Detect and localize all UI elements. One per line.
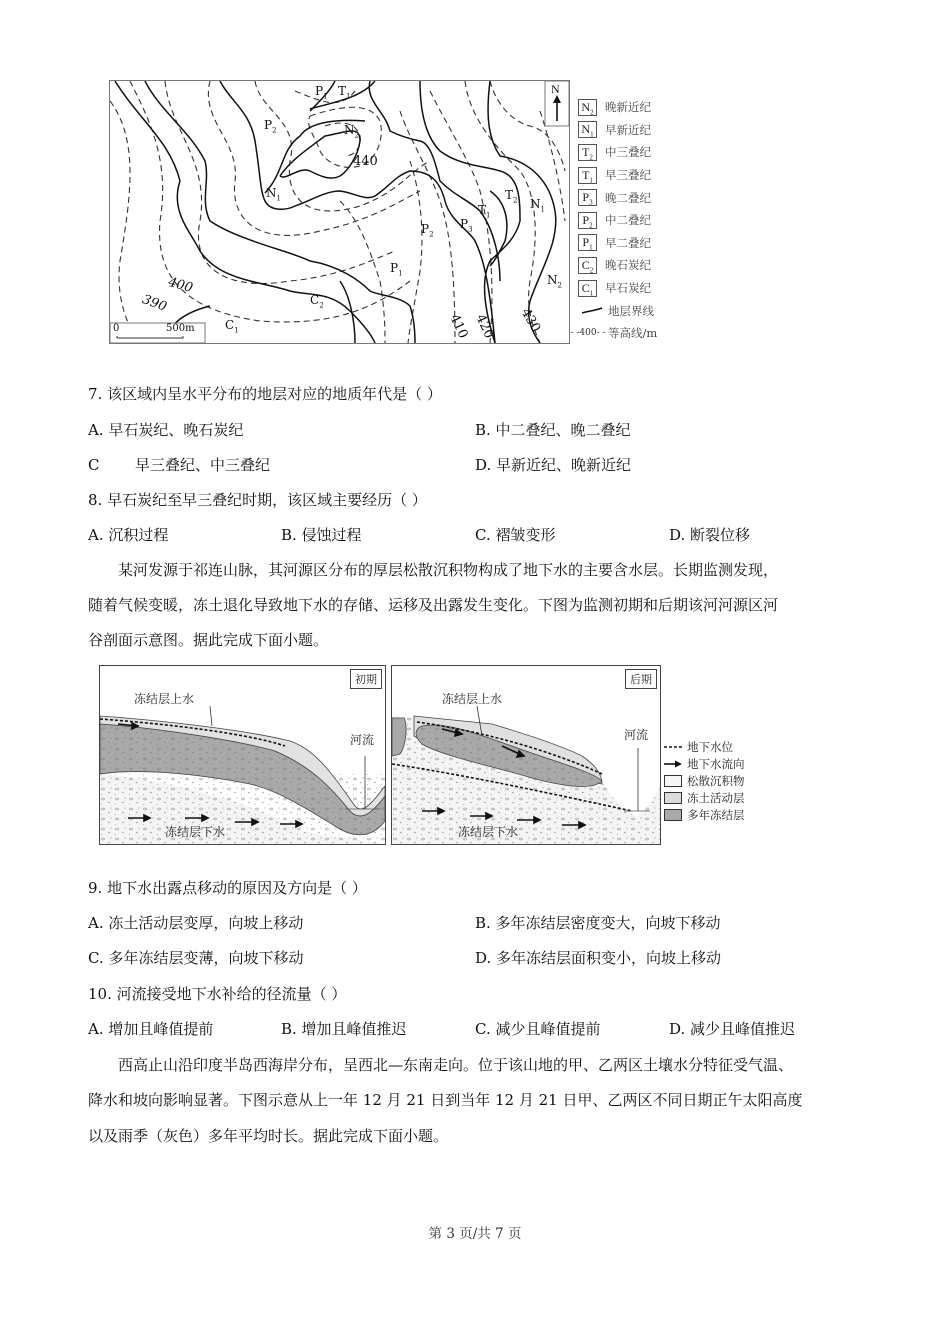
page-footer: 第 3 页/共 7 页 bbox=[428, 1226, 522, 1242]
legend-item-active-layer bbox=[664, 789, 745, 806]
river-label: 河流 bbox=[350, 733, 375, 747]
permafrost-swatch-icon bbox=[664, 809, 682, 821]
legend-item-p1 bbox=[578, 232, 698, 255]
stratum-symbol-box: $N_1$ bbox=[578, 121, 597, 138]
stratum-symbol-box: $P_2$ bbox=[578, 212, 597, 229]
question-10-option-a[interactable]: A. 增加且峰值提前 bbox=[88, 1020, 214, 1038]
contour-label-420: 420 bbox=[472, 312, 497, 341]
passage-2-line-3: 谷剖面示意图。据此完成下面小题。 bbox=[88, 631, 329, 649]
river-label: 河流 bbox=[624, 728, 649, 742]
legend-label: 早二叠纪 bbox=[605, 235, 651, 250]
stratum-label-n1-left: $N_1$ bbox=[266, 186, 281, 203]
legend-item-boundary bbox=[578, 299, 698, 322]
legend-item-t2 bbox=[578, 141, 698, 164]
legend-label: 晚二叠纪 bbox=[605, 190, 651, 205]
question-10-stem: 10. 河流接受地下水补给的径流量（ ） bbox=[88, 985, 347, 1003]
question-7-option-a[interactable]: A. 早石炭纪、晚石炭纪 bbox=[88, 421, 244, 439]
question-7-option-b[interactable]: B. 中二叠纪、晚二叠纪 bbox=[475, 421, 631, 439]
legend-label: 松散沉积物 bbox=[687, 773, 745, 788]
contour-label-410: 410 bbox=[446, 312, 471, 341]
legend-item-flow-direction bbox=[664, 755, 745, 772]
passage-2-line-1: 某河发源于祁连山脉，其河源区分布的厚层松散沉积物构成了地下水的主要含水层。长期监测发现， bbox=[118, 561, 779, 579]
legend-label: 中三叠纪 bbox=[605, 145, 651, 160]
contour-label-390: 390 bbox=[140, 292, 169, 315]
contour-label-440: 440 bbox=[353, 154, 378, 169]
legend-item-water-table bbox=[664, 738, 745, 755]
question-7-stem: 7. 该区域内呈水平分布的地层对应的地质年代是（ ） bbox=[88, 385, 442, 403]
boundary-line-icon bbox=[578, 307, 606, 315]
legend-item-permafrost bbox=[664, 806, 745, 823]
loose-sediment-swatch-icon bbox=[664, 775, 682, 787]
passage-3-line-1: 西高止山沿印度半岛西海岸分布，呈西北—东南走向。位于该山地的甲、乙两区土壤水分特征受气温、 bbox=[118, 1056, 794, 1074]
stratum-label-t1-top: $T_1$ bbox=[338, 84, 351, 101]
stratum-label-p2-upper: $P_2$ bbox=[264, 118, 277, 135]
geologic-contour-map bbox=[109, 80, 570, 344]
profile-late-drawing bbox=[392, 666, 660, 844]
stratum-symbol-box: $P_1$ bbox=[578, 234, 597, 251]
question-8-stem: 8. 早石炭纪至早三叠纪时期，该区域主要经历（ ） bbox=[88, 491, 427, 509]
question-8-option-a[interactable]: A. 沉积过程 bbox=[88, 526, 169, 544]
suprapermafrost-water-label: 冻结层上水 bbox=[442, 692, 503, 706]
legend-item-n1 bbox=[578, 119, 698, 142]
question-7-option-d[interactable]: D. 早新近纪、晚新近纪 bbox=[475, 456, 632, 474]
profile-legend bbox=[664, 738, 745, 823]
legend-label: 多年冻结层 bbox=[687, 807, 745, 822]
suprapermafrost-water-label: 冻结层上水 bbox=[134, 692, 195, 706]
question-10-option-c[interactable]: C. 减少且峰值提前 bbox=[475, 1020, 601, 1038]
stratum-label-c1: $C_1$ bbox=[225, 318, 239, 335]
legend-label: 早三叠纪 bbox=[605, 168, 651, 183]
passage-3-line-2: 降水和坡向影响显著。下图示意从上一年 12 月 21 日到当年 12 月 21 日甲、乙两区不同日期正午太阳高度 bbox=[88, 1091, 803, 1109]
active-layer-swatch-icon bbox=[664, 792, 682, 804]
contour-label-400: 400 bbox=[166, 275, 195, 296]
legend-item-contour bbox=[570, 322, 698, 345]
legend-item-n2 bbox=[578, 96, 698, 119]
question-8-option-c[interactable]: C. 褶皱变形 bbox=[475, 526, 556, 544]
passage-2-line-2: 随着气候变暖，冻土退化导致地下水的存储、运移及出露发生变化。下图为监测初期和后期该河河源区河 bbox=[88, 596, 779, 614]
north-arrow-icon bbox=[545, 93, 569, 123]
stratum-symbol-box: $T_2$ bbox=[578, 144, 597, 161]
stratum-symbol-box: $C_2$ bbox=[578, 257, 597, 274]
legend-label: 晚新近纪 bbox=[605, 100, 651, 115]
stratum-symbol-box: $N_2$ bbox=[578, 99, 597, 116]
profile-late-tag: 后期 bbox=[625, 669, 657, 689]
stratum-label-p2-center: $P_2$ bbox=[421, 222, 434, 239]
question-9-option-b[interactable]: B. 多年冻结层密度变大，向坡下移动 bbox=[475, 914, 721, 932]
stratum-label-t1-center: $T_1$ bbox=[478, 203, 491, 220]
stratum-symbol-box: $P_3$ bbox=[578, 189, 597, 206]
legend-label: 地层界线 bbox=[608, 303, 654, 318]
legend-item-p3 bbox=[578, 186, 698, 209]
stratum-label-t2-right: $T_2$ bbox=[505, 188, 518, 205]
stratum-label-n2-lower-right: $N_2$ bbox=[547, 273, 562, 290]
subpermafrost-water-label: 冻结层下水 bbox=[458, 825, 519, 839]
scale-zero-label: 0 bbox=[113, 323, 120, 334]
profile-late bbox=[391, 665, 661, 845]
legend-item-c2 bbox=[578, 254, 698, 277]
scale-distance-label: 500m bbox=[166, 323, 195, 334]
legend-label: 早石炭纪 bbox=[605, 281, 651, 296]
legend-label: 晚石炭纪 bbox=[605, 258, 651, 273]
question-10-option-b[interactable]: B. 增加且峰值推迟 bbox=[281, 1020, 407, 1038]
question-9-stem: 9. 地下水出露点移动的原因及方向是（ ） bbox=[88, 879, 367, 897]
stratum-label-p1-lower: $P_1$ bbox=[390, 261, 403, 278]
legend-label: 等高线/m bbox=[608, 326, 658, 341]
dashed-line-icon bbox=[664, 741, 682, 753]
stratum-label-c2: $C_2$ bbox=[310, 293, 324, 310]
contour-label-430: 430 bbox=[517, 305, 544, 336]
map-legend bbox=[570, 96, 698, 345]
legend-label: 早新近纪 bbox=[605, 122, 651, 137]
contour-line-icon: - - 400 - - bbox=[570, 328, 606, 339]
stratum-symbol-box: $C_1$ bbox=[578, 280, 597, 297]
profile-early bbox=[99, 665, 386, 845]
legend-item-t1 bbox=[578, 164, 698, 187]
question-10-option-d[interactable]: D. 减少且峰值推迟 bbox=[669, 1020, 796, 1038]
arrow-right-icon bbox=[664, 758, 682, 770]
subpermafrost-water-label: 冻结层下水 bbox=[165, 825, 226, 839]
question-7-option-c[interactable]: 早三叠纪、中三叠纪 bbox=[135, 456, 271, 474]
stratum-label-n2-peak: $N_2$ bbox=[344, 123, 359, 140]
question-8-option-b[interactable]: B. 侵蚀过程 bbox=[281, 526, 362, 544]
stratum-label-p1-top: $P_1$ bbox=[315, 84, 328, 101]
stratum-label-n1-right: $N_1$ bbox=[530, 197, 545, 214]
legend-label: 中二叠纪 bbox=[605, 213, 651, 228]
map-drawing bbox=[110, 81, 569, 343]
passage-3-line-3: 以及雨季（灰色）多年平均时长。据此完成下面小题。 bbox=[88, 1127, 449, 1145]
question-9-option-a[interactable]: A. 冻土活动层变厚，向坡上移动 bbox=[88, 914, 304, 932]
stratum-label-p3: $P_3$ bbox=[460, 217, 473, 234]
question-7-option-c-letter[interactable]: C bbox=[88, 456, 100, 474]
legend-label: 地下水流向 bbox=[687, 756, 745, 771]
question-9-option-c[interactable]: C. 多年冻结层变薄，向坡下移动 bbox=[88, 949, 304, 967]
legend-item-loose-sediment bbox=[664, 772, 745, 789]
north-label: N bbox=[551, 82, 560, 96]
legend-label: 地下水位 bbox=[687, 739, 733, 754]
stratum-symbol-box: $T_1$ bbox=[578, 167, 597, 184]
legend-label: 冻土活动层 bbox=[687, 790, 745, 805]
question-8-option-d[interactable]: D. 断裂位移 bbox=[669, 526, 751, 544]
question-9-option-d[interactable]: D. 多年冻结层面积变小，向坡上移动 bbox=[475, 949, 722, 967]
legend-item-p2 bbox=[578, 209, 698, 232]
profile-early-tag: 初期 bbox=[350, 669, 382, 689]
legend-item-c1 bbox=[578, 277, 698, 300]
